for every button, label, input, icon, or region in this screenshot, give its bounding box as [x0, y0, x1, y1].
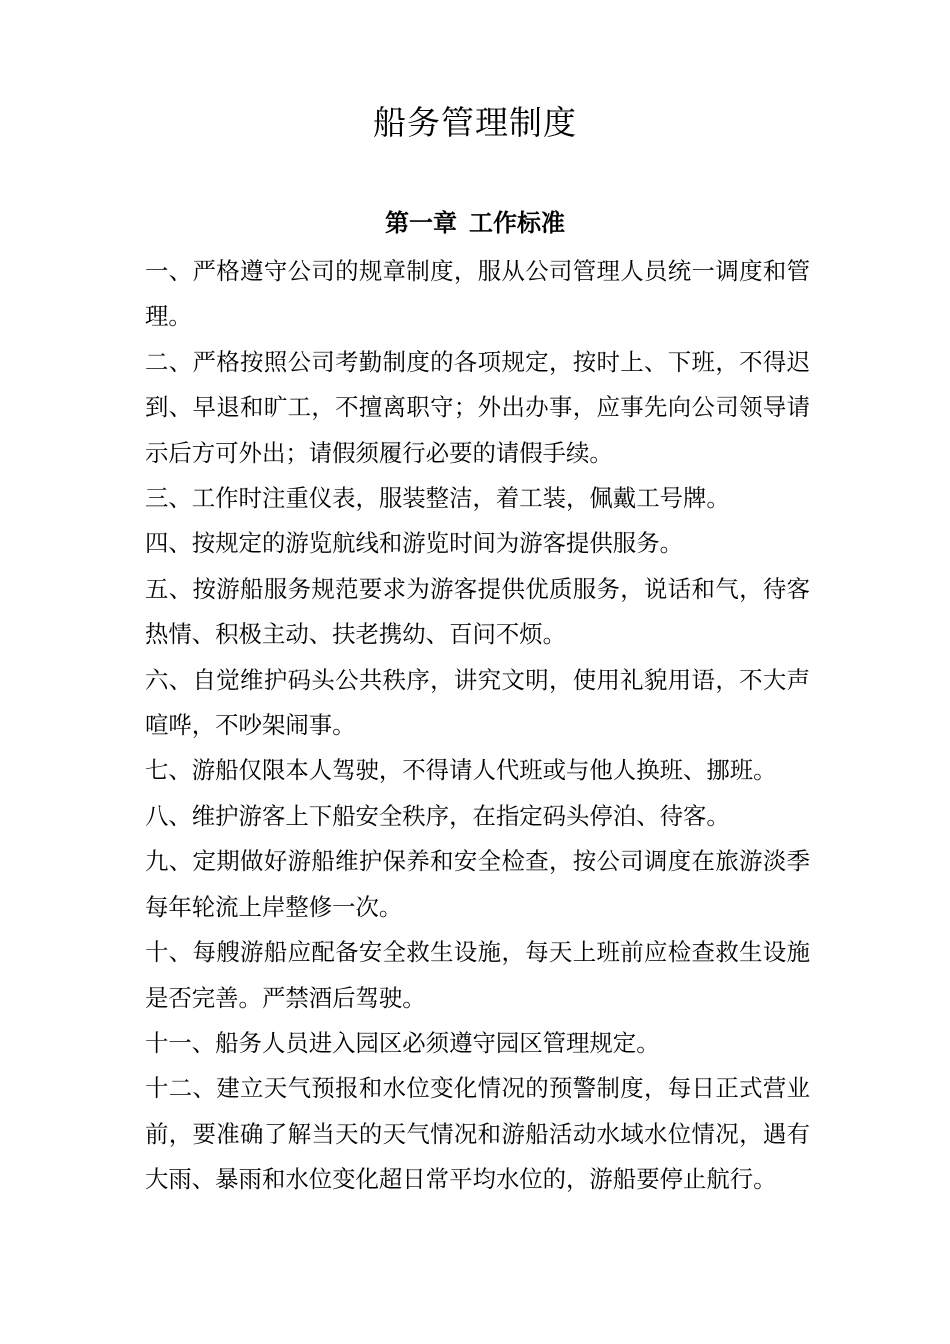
- rule-paragraph-2: 二、严格按照公司考勤制度的各项规定，按时上、下班，不得迟到、早退和旷工，不擅离职守；外出办事，应事先向公司领导请示后方可外出；请假须履行必要的请假手续。: [145, 347, 810, 467]
- rule-paragraph-1: 一、严格遵守公司的规章制度，服从公司管理人员统一调度和管理。: [145, 257, 810, 331]
- rule-paragraph-12: 十二、建立天气预报和水位变化情况的预警制度，每日正式营业前，要准确了解当天的天气情况和游船活动水域水位情况，遇有大雨、暴雨和水位变化超日常平均水位的，游船要停止航行。: [145, 1074, 810, 1194]
- rule-paragraph-8: 八、维护游客上下船安全秩序，在指定码头停泊、待客。: [145, 801, 730, 830]
- document-title: 船务管理制度: [373, 103, 577, 142]
- rule-paragraph-4: 四、按规定的游览航线和游览时间为游客提供服务。: [145, 529, 683, 558]
- rule-paragraph-7: 七、游船仅限本人驾驶，不得请人代班或与他人换班、挪班。: [145, 756, 777, 785]
- rule-paragraph-11: 十一、船务人员进入园区必须遵守园区管理规定。: [145, 1028, 660, 1057]
- chapter-name: 工作标准: [469, 209, 565, 237]
- rule-paragraph-3: 三、工作时注重仪表，服装整洁，着工装，佩戴工号牌。: [145, 484, 730, 513]
- chapter-heading: [0, 203, 950, 243]
- rule-paragraph-6: 六、自觉维护码头公共秩序，讲究文明，使用礼貌用语，不大声喧哗，不吵架闹事。: [145, 665, 810, 740]
- rule-paragraph-5: 五、按游船服务规范要求为游客提供优质服务，说话和气，待客热情、积极主动、扶老携幼、百问不烦。: [145, 574, 810, 649]
- chapter-number: 第一章: [385, 209, 457, 237]
- rule-paragraph-9: 九、定期做好游船维护保养和安全检查，按公司调度在旅游淡季每年轮流上岸整修一次。: [145, 847, 810, 921]
- rule-paragraph-10: 十、每艘游船应配备安全救生设施，每天上班前应检查救生设施是否完善。严禁酒后驾驶。: [145, 938, 810, 1012]
- document-body: [145, 249, 810, 1203]
